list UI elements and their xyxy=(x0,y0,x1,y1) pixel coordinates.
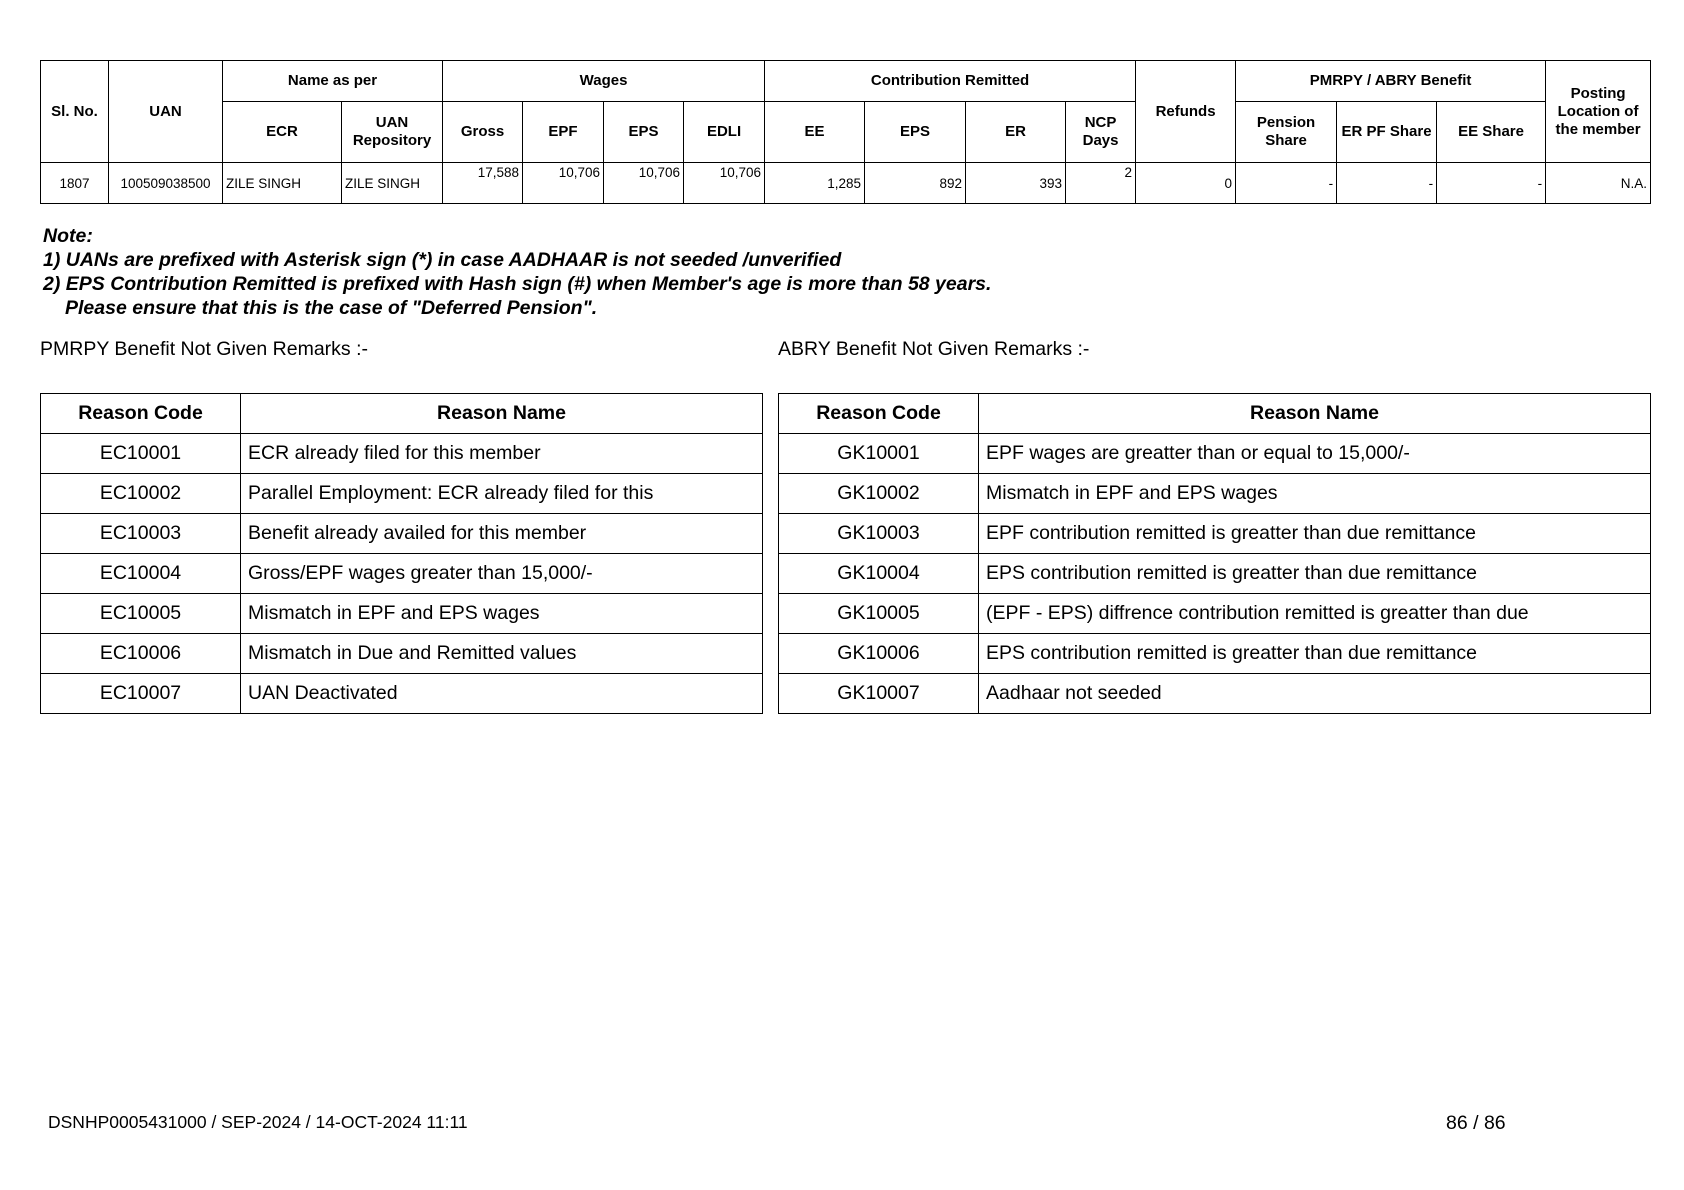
reason-name: EPS contribution remitted is greatter than due remittance xyxy=(979,634,1651,674)
reason-code: EC10004 xyxy=(41,554,241,594)
reason-name: EPF contribution remitted is greatter than due remittance xyxy=(979,514,1651,554)
reason-name: (EPF - EPS) diffrence contribution remitted is greatter than due xyxy=(979,594,1651,634)
cell-eps: 10,706 xyxy=(604,163,684,204)
table-row xyxy=(779,594,1651,634)
header-er: ER xyxy=(966,102,1066,163)
reason-name: Parallel Employment: ECR already filed for this xyxy=(241,474,763,514)
reason-name: Mismatch in EPF and EPS wages xyxy=(241,594,763,634)
header-ecr: ECR xyxy=(223,102,342,163)
reason-code: EC10002 xyxy=(41,474,241,514)
reason-code: EC10003 xyxy=(41,514,241,554)
cell-er-pf-share: - xyxy=(1337,163,1437,204)
table-row xyxy=(779,554,1651,594)
table-row xyxy=(41,594,763,634)
cell-refunds: 0 xyxy=(1136,163,1236,204)
header-wages: Wages xyxy=(443,61,765,102)
header-contribution-eps: EPS xyxy=(865,102,966,163)
table-row xyxy=(779,474,1651,514)
note-title: Note: xyxy=(43,225,93,247)
reason-name: Benefit already availed for this member xyxy=(241,514,763,554)
abry-header-reason-code: Reason Code xyxy=(779,394,979,434)
header-posting-location: Posting Location of the member xyxy=(1546,61,1651,163)
pmrpy-header-reason-name: Reason Name xyxy=(241,394,763,434)
header-ncp-days: NCP Days xyxy=(1066,102,1136,163)
reason-name: Gross/EPF wages greater than 15,000/- xyxy=(241,554,763,594)
header-gross: Gross xyxy=(443,102,523,163)
reason-name: EPS contribution remitted is greatter than due remittance xyxy=(979,554,1651,594)
table-row xyxy=(779,514,1651,554)
cell-name-ecr: ZILE SINGH xyxy=(223,163,342,204)
footer-document-ref: DSNHP0005431000 / SEP-2024 / 14-OCT-2024 11:11 xyxy=(48,1112,468,1132)
reason-name: Mismatch in Due and Remitted values xyxy=(241,634,763,674)
reason-name: UAN Deactivated xyxy=(241,674,763,714)
cell-ee: 1,285 xyxy=(765,163,865,204)
table-row xyxy=(779,674,1651,714)
cell-pension-share: - xyxy=(1236,163,1337,204)
table-row xyxy=(41,634,763,674)
note-line-2: 2) EPS Contribution Remitted is prefixed with Hash sign (#) when Member's age is more than 58 years. xyxy=(43,273,992,295)
header-sl-no: Sl. No. xyxy=(41,61,109,163)
reason-code: GK10007 xyxy=(779,674,979,714)
reason-code: EC10006 xyxy=(41,634,241,674)
table-row xyxy=(779,634,1651,674)
reason-name: EPF wages are greatter than or equal to 15,000/- xyxy=(979,434,1651,474)
abry-reason-table xyxy=(778,393,1651,714)
pmrpy-reason-table xyxy=(40,393,763,714)
abry-header-reason-name: Reason Name xyxy=(979,394,1651,434)
cell-name-uan-repo: ZILE SINGH xyxy=(342,163,443,204)
table-row xyxy=(41,434,763,474)
reason-name: Aadhaar not seeded xyxy=(979,674,1651,714)
header-er-pf-share: ER PF Share xyxy=(1337,102,1437,163)
footer-page-number: 86 / 86 xyxy=(1446,1112,1506,1134)
cell-er: 393 xyxy=(966,163,1066,204)
header-pension-share: Pension Share xyxy=(1236,102,1337,163)
reason-name: ECR already filed for this member xyxy=(241,434,763,474)
header-contribution-remitted: Contribution Remitted xyxy=(765,61,1136,102)
pmrpy-remarks-label: PMRPY Benefit Not Given Remarks :- xyxy=(40,338,368,360)
cell-sl-no: 1807 xyxy=(41,163,109,204)
header-uan-repository: UAN Repository xyxy=(342,102,443,163)
note-line-1: 1) UANs are prefixed with Asterisk sign (*) in case AADHAAR is not seeded /unverified xyxy=(43,249,842,271)
reason-code: GK10004 xyxy=(779,554,979,594)
header-refunds: Refunds xyxy=(1136,61,1236,163)
header-name-as-per: Name as per xyxy=(223,61,443,102)
table-row xyxy=(41,514,763,554)
cell-ee-share: - xyxy=(1437,163,1546,204)
table-row xyxy=(41,554,763,594)
reason-code: GK10001 xyxy=(779,434,979,474)
reason-code: GK10006 xyxy=(779,634,979,674)
cell-contribution-eps: 892 xyxy=(865,163,966,204)
reason-code: EC10007 xyxy=(41,674,241,714)
reason-name: Mismatch in EPF and EPS wages xyxy=(979,474,1651,514)
note-line-3: Please ensure that this is the case of "Deferred Pension". xyxy=(65,297,598,319)
contribution-table xyxy=(40,60,1651,204)
table-row xyxy=(41,474,763,514)
cell-uan: 100509038500 xyxy=(109,163,223,204)
header-uan: UAN xyxy=(109,61,223,163)
header-pmrpy-abry-benefit: PMRPY / ABRY Benefit xyxy=(1236,61,1546,102)
header-edli: EDLI xyxy=(684,102,765,163)
cell-epf: 10,706 xyxy=(523,163,604,204)
cell-ncp-days: 2 xyxy=(1066,163,1136,204)
header-epf: EPF xyxy=(523,102,604,163)
cell-posting-location: N.A. xyxy=(1546,163,1651,204)
note-block xyxy=(43,224,991,320)
header-eps: EPS xyxy=(604,102,684,163)
cell-edli: 10,706 xyxy=(684,163,765,204)
pmrpy-header-reason-code: Reason Code xyxy=(41,394,241,434)
reason-code: GK10005 xyxy=(779,594,979,634)
reason-code: EC10005 xyxy=(41,594,241,634)
reason-code: GK10003 xyxy=(779,514,979,554)
reason-code: EC10001 xyxy=(41,434,241,474)
table-row xyxy=(41,163,1651,204)
reason-code: GK10002 xyxy=(779,474,979,514)
cell-gross: 17,588 xyxy=(443,163,523,204)
table-row xyxy=(779,434,1651,474)
table-row xyxy=(41,674,763,714)
header-ee-share: EE Share xyxy=(1437,102,1546,163)
header-ee: EE xyxy=(765,102,865,163)
abry-remarks-label: ABRY Benefit Not Given Remarks :- xyxy=(778,338,1090,360)
